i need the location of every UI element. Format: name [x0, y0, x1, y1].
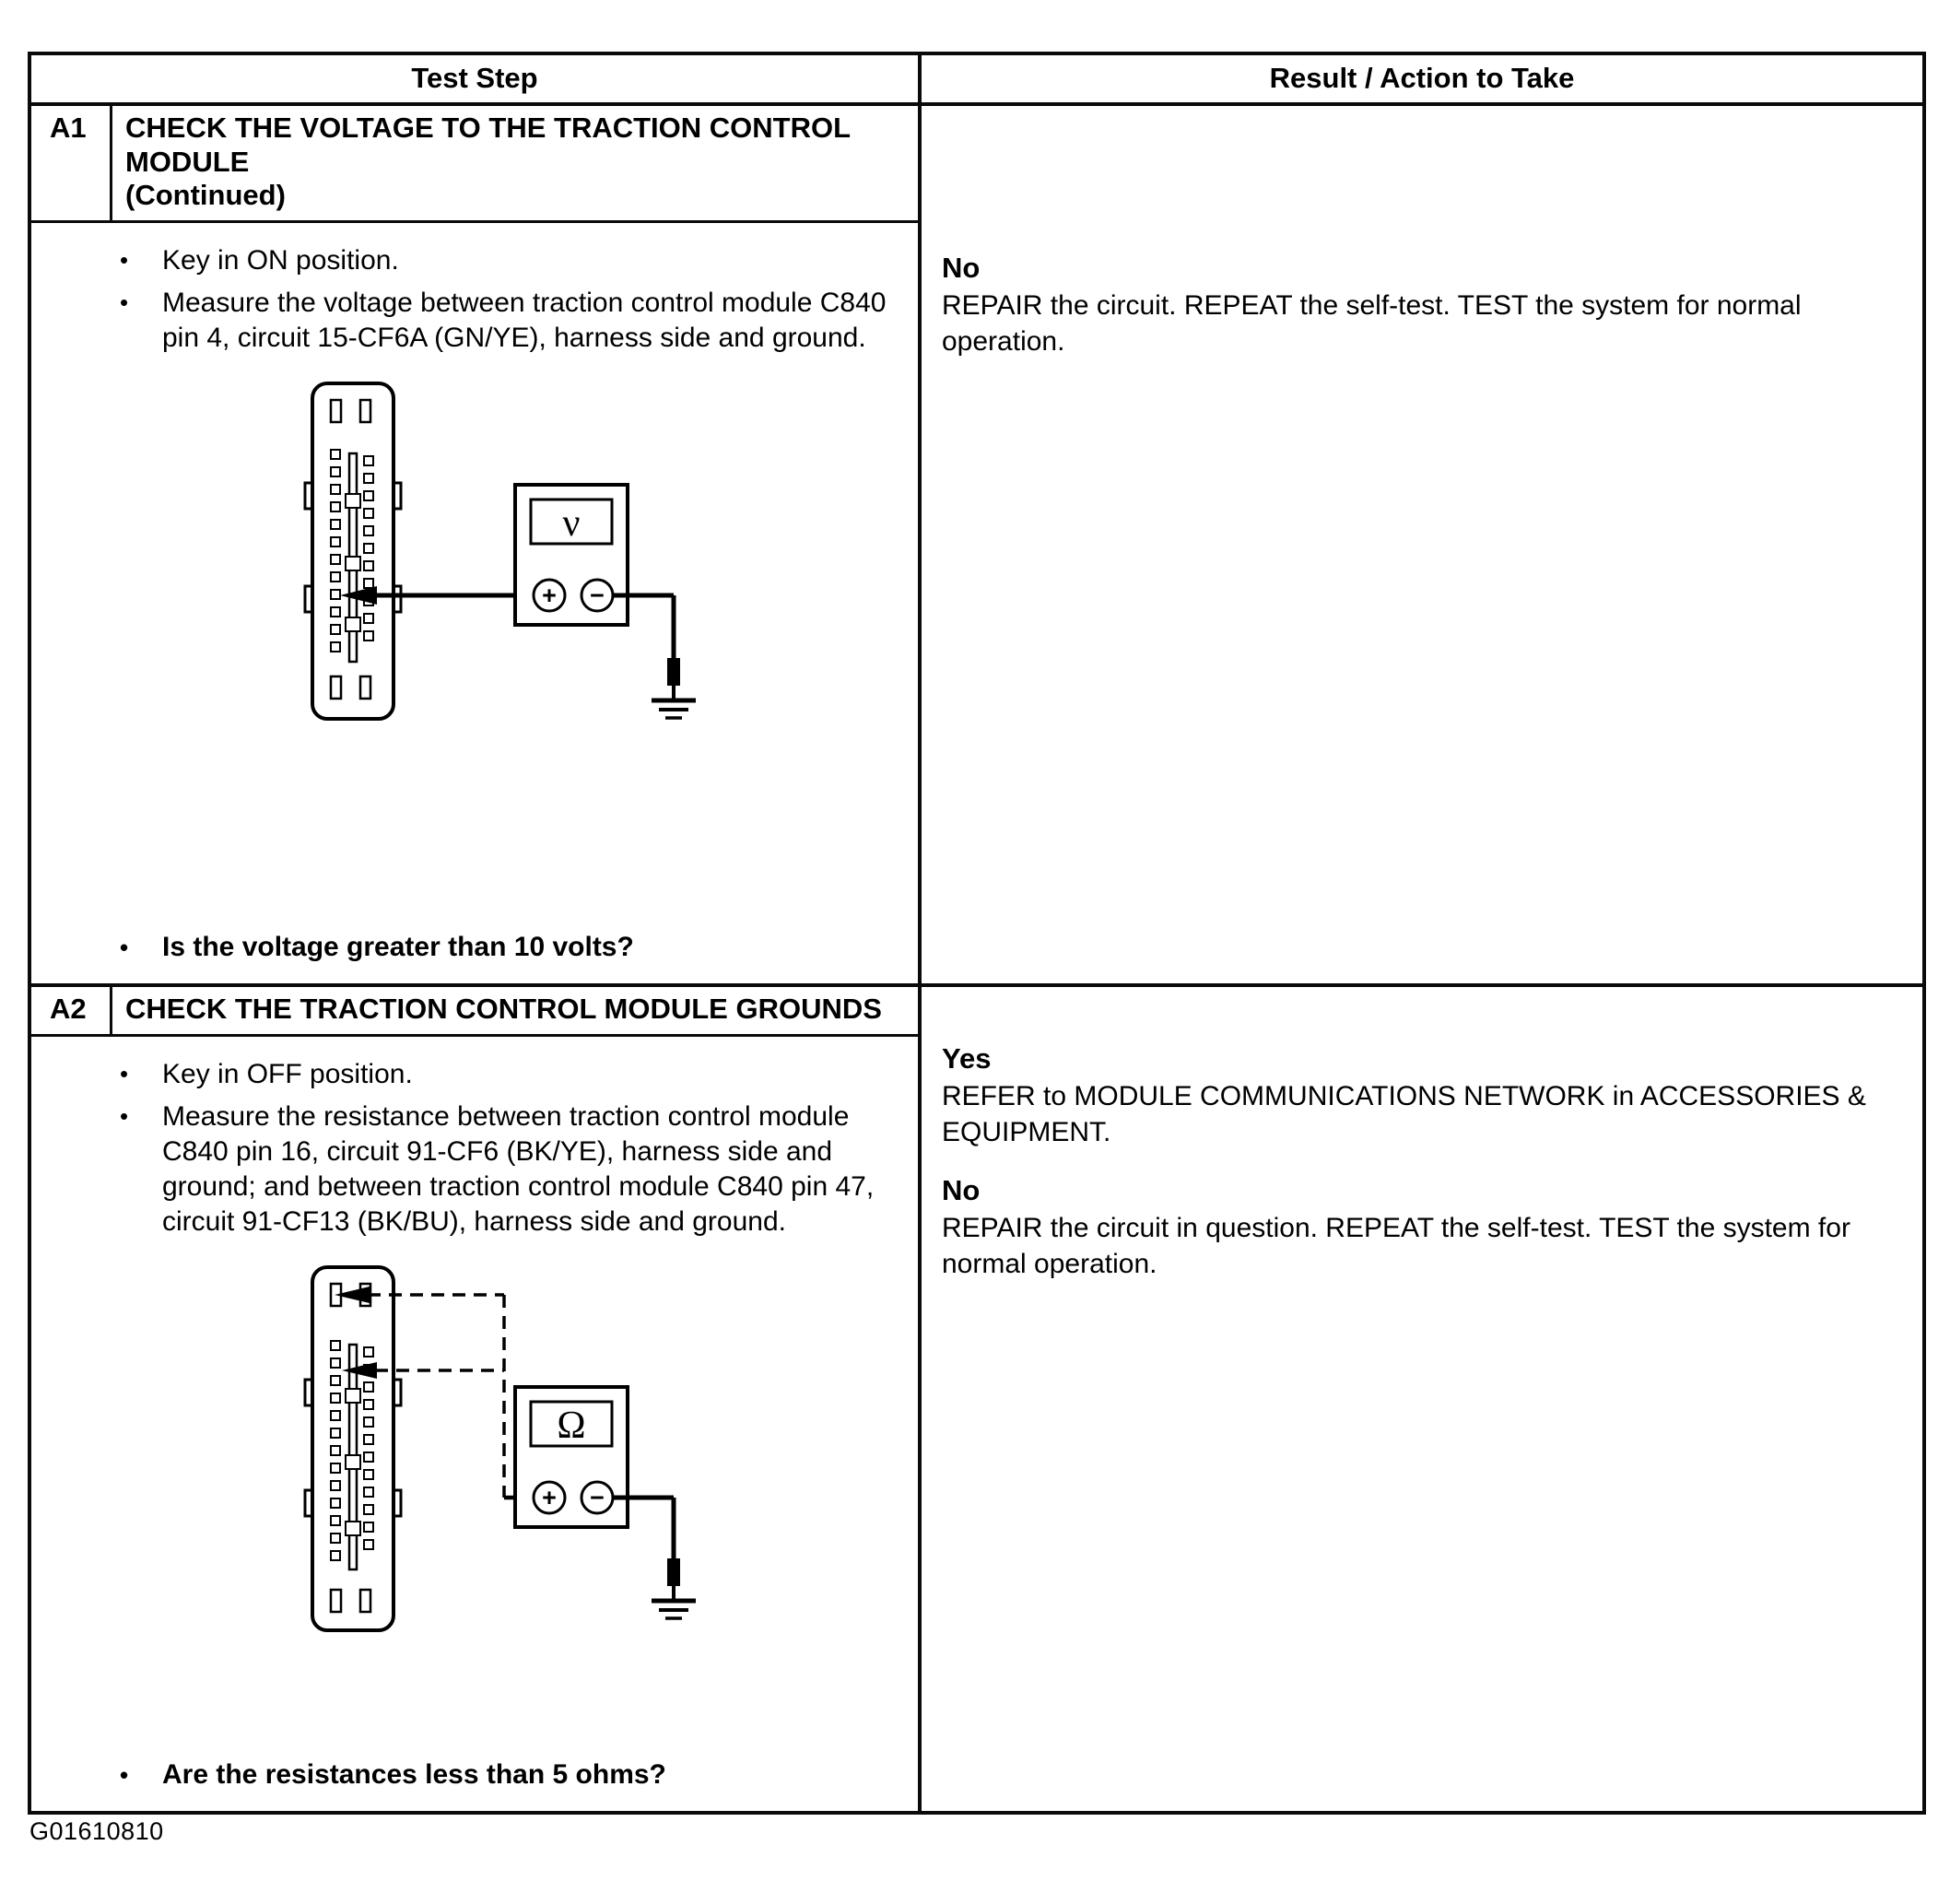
a2-verdict-no: No	[942, 1174, 981, 1206]
a2-verdict-yes: Yes	[942, 1042, 992, 1075]
minus-sign-icon: −	[590, 1484, 605, 1512]
figure-id-code: G01610810	[29, 1817, 164, 1845]
a2-action-no: REPAIR the circuit in question. REPEAT the self-test. TEST the system for normal operation.	[942, 1213, 1850, 1279]
a2-action-yes: REFER to MODULE COMMUNICATIONS NETWORK in ACCESSORIES & EQUIPMENT.	[942, 1081, 1866, 1147]
a1-instruction-item	[120, 243, 898, 278]
bullet-icon: •	[120, 245, 129, 274]
bullet-icon: •	[120, 288, 129, 316]
test-step-column-header: Test Step	[31, 55, 922, 102]
pinpoint-test-table	[28, 52, 1926, 1815]
voltage-test-diagram	[303, 376, 727, 745]
a1-test-step-cell	[31, 106, 922, 983]
bullet-icon: •	[120, 1101, 129, 1130]
plus-sign-icon: +	[542, 1484, 557, 1512]
a1-instruction-list	[31, 243, 918, 363]
meter-symbol-volts: ν	[562, 502, 581, 546]
a1-step-title-continued: (Continued)	[125, 179, 286, 212]
ground-probe-icon	[667, 658, 680, 686]
a2-instruction-item	[120, 1099, 898, 1240]
a2-title-band	[31, 987, 918, 1037]
a1-instruction-text: Key in ON position.	[162, 244, 399, 276]
a1-question	[31, 932, 918, 983]
bullet-icon: •	[120, 1059, 129, 1087]
a2-instruction-text: Key in OFF position.	[162, 1058, 413, 1089]
a2-step-id: A2	[31, 987, 112, 1034]
a2-question-text: Are the resistances less than 5 ohms?	[162, 1759, 666, 1790]
a1-question-text: Is the voltage greater than 10 volts?	[162, 932, 634, 962]
a2-instruction-text: Measure the resistance between traction control module C840 pin 16, circuit 91-CF6 (BK/YE), harness side and ground; and between traction control module C840 pin 47, circuit 91-CF13 (BK/BU), harness side and ground.	[162, 1100, 875, 1237]
a1-result-cell	[922, 106, 1922, 983]
a1-title-band	[31, 106, 918, 223]
a1-instruction-item	[120, 286, 898, 356]
a1-step-title-line1: CHECK THE VOLTAGE TO THE TRACTION CONTROL MODULE	[125, 112, 851, 178]
plus-sign-icon: +	[542, 582, 557, 610]
table-header-row	[31, 55, 1922, 106]
a2-instruction-item	[120, 1057, 898, 1092]
result-column-header: Result / Action to Take	[1269, 62, 1575, 94]
meter-symbol-ohms: Ω	[557, 1404, 586, 1448]
a2-instruction-list	[31, 1057, 918, 1247]
connector-c840	[305, 383, 401, 719]
test-step-row-a2	[31, 983, 1922, 1811]
bullet-icon: •	[120, 1761, 129, 1789]
ohmmeter	[515, 1387, 628, 1527]
a1-step-title	[112, 106, 918, 220]
voltmeter	[515, 485, 628, 625]
connector-c840	[305, 1267, 401, 1630]
ground-probe-icon	[667, 1558, 680, 1586]
a2-step-title: CHECK THE TRACTION CONTROL MODULE GROUNDS	[125, 993, 882, 1025]
bullet-icon: •	[120, 934, 129, 961]
a1-action-no: REPAIR the circuit. REPEAT the self-test. TEST the system for normal operation.	[942, 290, 1802, 357]
a1-verdict-no: No	[942, 252, 981, 284]
a2-result-cell	[922, 987, 1922, 1811]
test-step-row-a1	[31, 106, 1922, 983]
a1-step-id: A1	[31, 106, 112, 220]
a2-test-step-cell	[31, 987, 922, 1811]
minus-sign-icon: −	[590, 582, 605, 610]
resistance-test-diagram	[303, 1260, 727, 1647]
a2-question	[31, 1759, 918, 1811]
a1-instruction-text: Measure the voltage between traction control module C840 pin 4, circuit 15-CF6A (GN/YE), harness side and ground.	[162, 287, 887, 353]
